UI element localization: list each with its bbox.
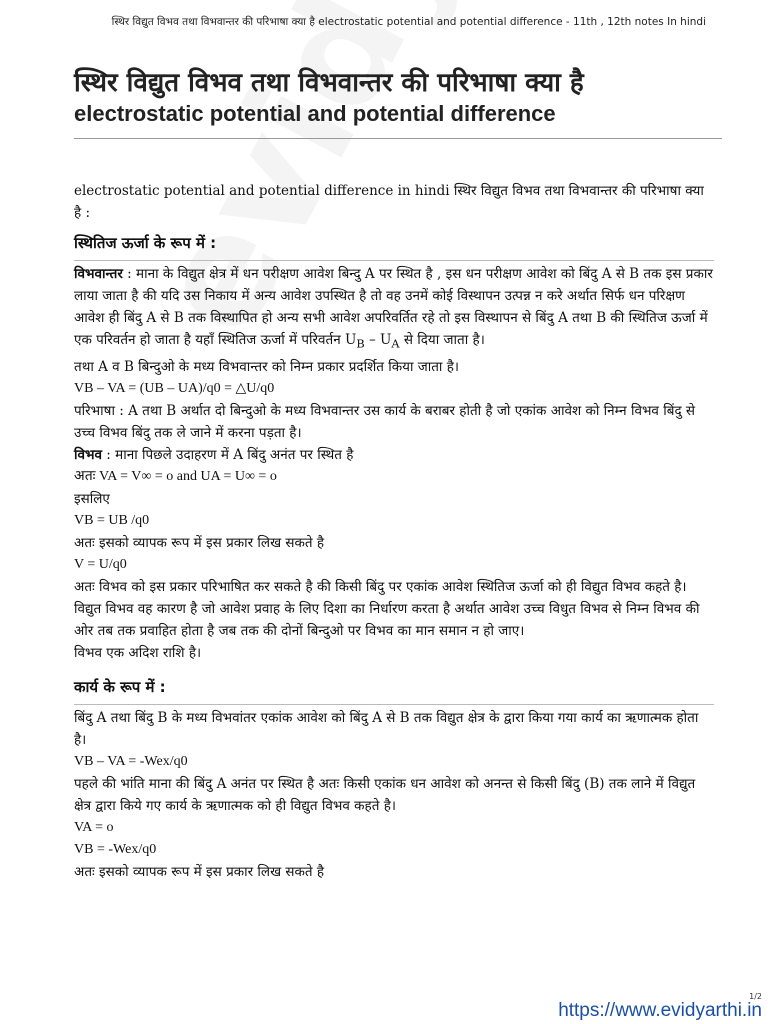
work-paragraph-3: अतः इसको व्यापक रूप में इस प्रकार लिख सकते है [74,863,325,880]
formula-infinity: अतः VA = V∞ = o and UA = U∞ = o [74,468,277,484]
formula-potential-difference: VB – VA = (UB – UA)/q0 = △U/q0 [74,380,275,396]
section-heading-work: कार्य के रूप में : [74,677,166,696]
vibhavantar-text: : माना के विद्युत क्षेत्र में धन परीक्षण आवेश बिन्दु A पर स्थित है , इस धन परीक्षण आवेश को बिंदु A से B तक इस प्रकार लाया जाता है की यदि उस निकाय में अन्य आवेश उपस्थित है तो वह उनमें कोई विस्थापन उत्पन्न न करे अर्थात सिर्फ धन परिक्षण आवेश ही बिंदु A से B तक विस्थापित हो अन्य सभी आवेश अपरिवर्तित रहे तो इस विस्थापन से बिंदु A तथा B की स्थितिज ऊर्जा में एक परिवर्तन हो जाता है यहाँ स्थितिज ऊर्जा में परिवर्तन U [74,266,713,348]
formula-vb-work: VB = -Wex/q0 [74,841,157,857]
formula-vb: VB = UB /q0 [74,512,150,528]
isliye-line: इसलिए [74,490,110,507]
cause-paragraph: विद्युत विभव वह कारण है जो आवेश प्रवाह के लिए दिशा का निर्धारण करता है अर्थात आवेश उच्च विधुत विभव से निम्न विभव की ओर तब तक प्रवाहित होता है जब तक की दोनों बिन्दुओ पर विभव का मान समान न हो जाए। [74,600,700,639]
term-vibhav: विभव [74,446,102,463]
work-paragraph-1: बिंदु A तथा बिंदु B के मध्य विभवांतर एकांक आवेश को बिंदु A से B तक विद्युत क्षेत्र के द्वारा किया गया कार्य का ऋणात्मक होता है। [74,709,699,748]
article-body [74,180,714,883]
definition-paragraph: परिभाषा : A तथा B अर्थात दो बिन्दुओ के मध्य विभवान्तर उस कार्य के बराबर होती है जो एकांक आवेश को निम्न विभव बिंदु से उच्च विभव बिंदु तक ले जाने में करना पड़ता है। [74,402,696,441]
term-vibhavantar: विभवान्तर [74,266,123,282]
display-line: तथा A व B बिन्दुओ के मध्य विभवान्तर को निम्न प्रकार प्रदर्शित किया जाता है। [74,358,460,375]
page-number: 1/2 [749,992,762,1001]
title-english: electrostatic potential and potential difference [74,101,556,126]
vibhavantar-paragraph [74,263,714,356]
definition-potential: अतः विभव को इस प्रकार परिभाषित कर सकते है की किसी बिंदु पर एकांक आवेश स्थितिज ऊर्जा को ही विद्युत विभव कहते है। [74,578,687,595]
subscript-a: A [391,337,400,351]
subscript-b: B [356,337,365,351]
general-form-line: अतः इसको व्यापक रूप में इस प्रकार लिख सकते है [74,534,325,551]
vibhavantar-tail: से दिया जाता है। [399,332,485,348]
footer-link[interactable]: https://www.evidyarthi.in [558,1000,762,1021]
formula-va-zero: VA = o [74,819,114,835]
minus-sign: – U [364,332,392,348]
formula-work-difference: VB – VA = -Wex/q0 [74,753,188,769]
scalar-line: विभव एक अदिश राशि है। [74,644,202,661]
vibhav-text: : माना पिछले उदाहरण में A बिंदु अनंत पर स्थित है [106,446,354,463]
section-heading-potential-energy: स्थितिज ऊर्जा के रूप में : [74,234,217,252]
intro-paragraph: electrostatic potential and potential difference in hindi स्थिर विद्युत विभव तथा विभवान्तर की परिभाषा क्या है : [74,183,704,221]
title-hindi: स्थिर विद्युत विभव तथा विभवान्तर की परिभाषा क्या है [74,68,584,98]
section-divider [74,260,714,261]
running-header: स्थिर विद्युत विभव तथा विभवान्तर की परिभाषा क्या है electrostatic potential and potential difference - 11th , 12th notes In hindi [111,16,706,28]
title-divider [74,138,722,139]
section-divider-2 [74,704,714,705]
vibhav-paragraph [74,444,714,466]
work-paragraph-2: पहले की भांति माना की बिंदु A अनंत पर स्थित है अतः किसी एकांक धन आवेश को अनन्त से किसी बिंदु (B) तक लाने में विद्युत क्षेत्र द्वारा किये गए कार्य के ऋणात्मक को ही विद्युत विभव कहते है। [74,775,696,814]
title-block [74,66,724,139]
formula-v: V = U/q0 [74,556,127,572]
